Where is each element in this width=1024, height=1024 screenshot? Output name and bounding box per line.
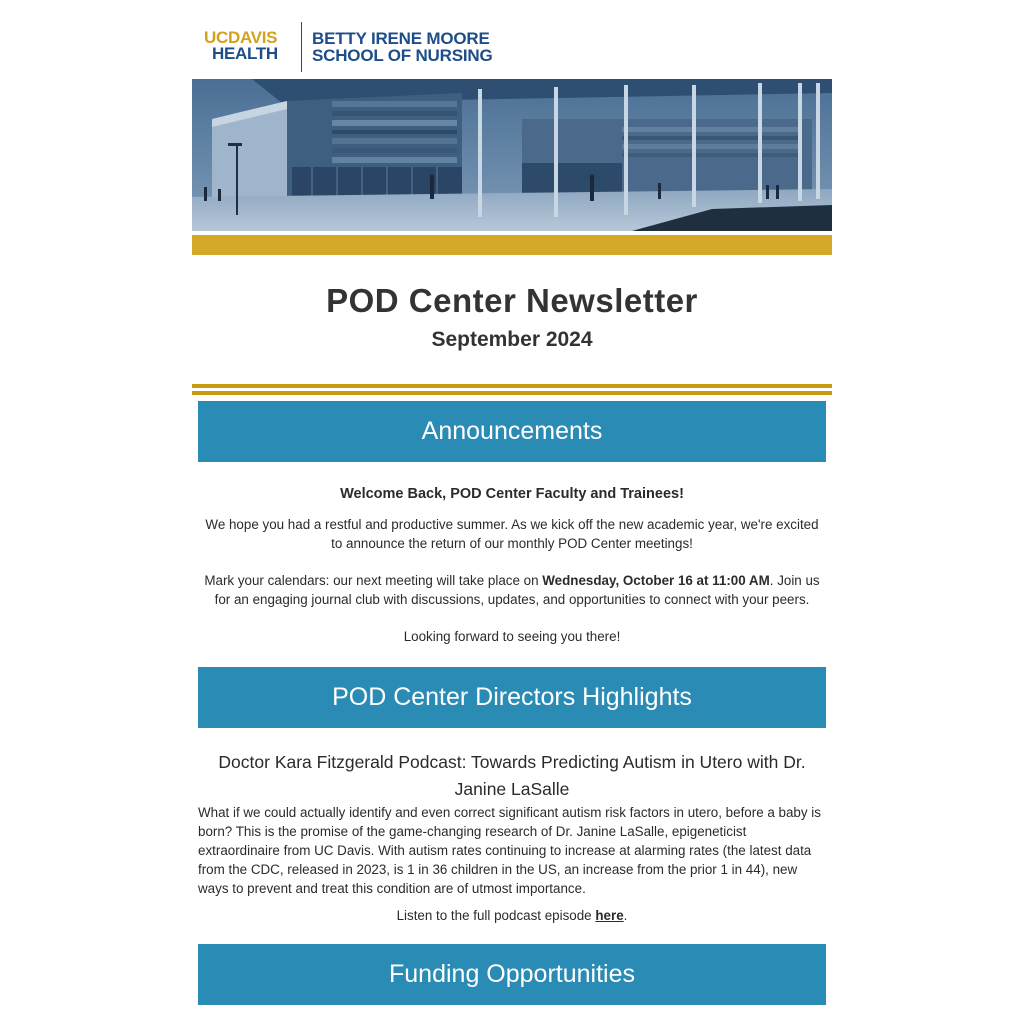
newsletter-title: POD Center Newsletter [326,282,698,319]
directors-highlights-header: POD Center Directors Highlights [198,667,826,728]
meeting-date: Wednesday, October 16 at 11:00 AM [542,573,770,588]
gold-band [192,235,832,255]
podcast-here-link[interactable]: here [595,908,624,923]
podcast-listen-line [192,908,832,923]
funding-opportunities-header: Funding Opportunities [198,944,826,1005]
announcements-section [192,485,832,646]
logo-school-line1: BETTY IRENE MOORE [312,29,490,48]
p2-before: Mark your calendars: our next meeting will take place on [204,573,543,588]
gold-double-rule [192,384,832,395]
announcements-paragraph-2 [200,571,824,609]
logo-health-text: HEALTH [212,44,278,63]
logo-school-line2: SCHOOL OF NURSING [312,46,493,65]
newsletter-page [192,0,832,1005]
podcast-description: What if we could actually identify and even correct significant autism risk factors in utero, before a baby is born? This is the promise of the game-changing research of Dr. Janine LaSalle, epigeneticist extraordinaire from UC Davis. With autism rates continuing to increase at alarming rates (the latest data from the CDC, released in 2023, is 1 in 36 children in the US, an increase from the prior 1 in 44), new ways to prevent and treat this condition are of utmost importance. [198,805,821,896]
logo-divider [301,22,302,72]
logo-uc-text: UC [204,28,228,47]
hero-building-image [192,79,832,231]
listen-period: . [623,908,628,923]
title-block [192,255,832,384]
announcements-header: Announcements [198,401,826,462]
podcast-title: Doctor Kara Fitzgerald Podcast: Towards Predicting Autism in Utero with Dr. Janine LaSalle [218,752,806,799]
announcements-paragraph-1: We hope you had a restful and productive summer. As we kick off the new academic year, we're excited to announce the return of our monthly POD Center meetings! [205,517,819,551]
listen-text: Listen to the full podcast episode [396,908,596,923]
p2-after: . Join us for an engaging journal club with discussions, updates, and opportunities to connect with your peers. [214,573,820,607]
announcements-heading: Welcome Back, POD Center Faculty and Trainees! [340,486,684,502]
logo-header [192,0,832,79]
building-illustration [192,79,832,231]
newsletter-date: September 2024 [431,328,593,351]
announcements-paragraph-3: Looking forward to seeing you there! [403,629,621,644]
logo-davis-text: DAVIS [227,28,278,47]
ucdavis-health-logo [204,30,278,62]
school-of-nursing-logo [312,30,492,64]
